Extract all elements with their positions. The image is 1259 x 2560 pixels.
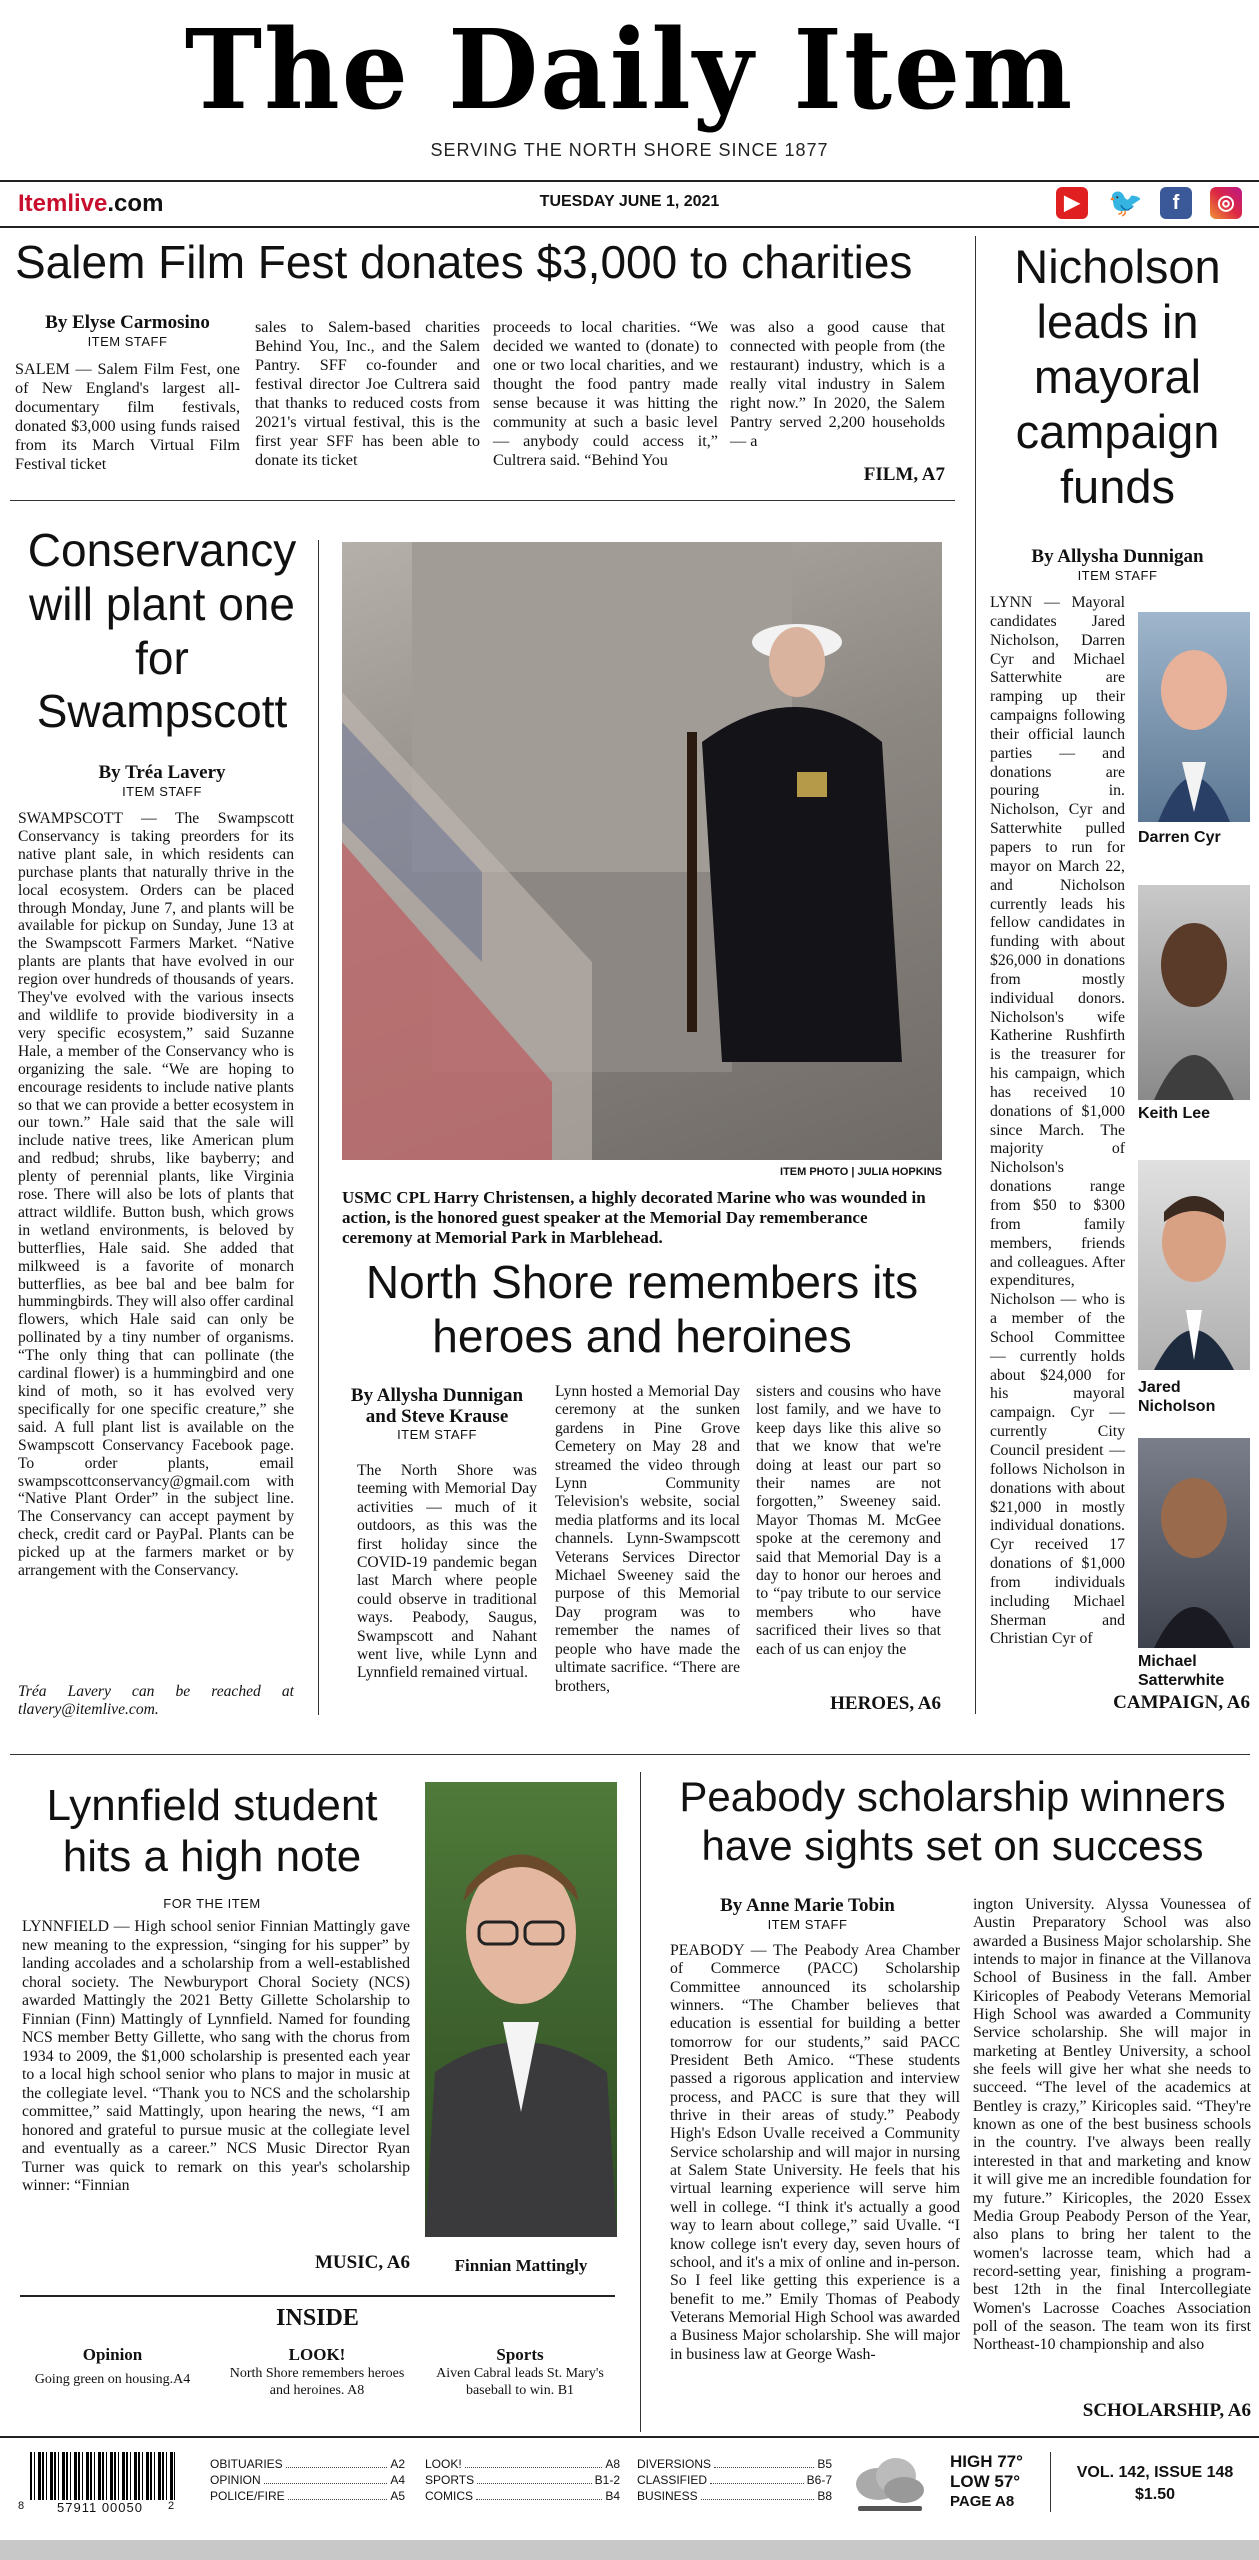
- weather-block: [950, 2452, 1040, 2512]
- peabody-col1: PEABODY — The Peabody Area Chamber of Commerce (PACC) Scholarship Committee announced its scholarship winners. “The Chamber believes that education is essential for building a better tomorrow for our students,” said PACC President Beth Amico. “These students passed a rigorous application and interview process, and PACC is sure that they will thrive in their areas of study.” Peabody High's Edson Uvalle received a Community Service scholarship and will major in nursing at Salem State University. He feels that his virtual learning experience will serve him well in college. “I think it's actually a good way to learn about college,” said Uvalle. “I know college isn't every day, seven hours of school, and it's a mix of online and in-person. So I feel like getting this experience is a benefit to me.” Emily Thomas of Peabody Veterans Memorial High School was awarded a Business Major scholarship. She will major in business law at George Wash-: [670, 1942, 960, 2363]
- index-leader: [701, 2488, 815, 2500]
- inside-item-opinion[interactable]: Opinion Going green on housing.A4: [34, 2345, 191, 2387]
- index-page: B6-7: [806, 2473, 832, 2487]
- index-leader: [710, 2472, 804, 2484]
- michael-satterwhite-label: Michael Satterwhite: [1138, 1653, 1225, 1689]
- conservancy-byline-block: [12, 762, 312, 799]
- salem-headline[interactable]: Salem Film Fest donates $3,000 to charities: [15, 236, 913, 288]
- barcode-right: 2: [168, 2500, 175, 2512]
- conservancy-headline[interactable]: Conservancy will plant one for Swampscott: [27, 524, 297, 738]
- masthead: [0, 0, 1259, 161]
- index-section: COMICS: [425, 2489, 473, 2503]
- jared-nicholson-photo: [1138, 1160, 1250, 1370]
- divider: [20, 2295, 615, 2297]
- salem-byline-block: [15, 312, 240, 349]
- index-page: B1-2: [594, 2473, 620, 2487]
- nicholson-headline[interactable]: Nicholson leads in mayoral campaign funds: [1014, 240, 1221, 513]
- column-rule: [1050, 2452, 1051, 2512]
- index-col-1: [210, 2456, 405, 2504]
- peabody-staff: ITEM STAFF: [767, 1917, 848, 1932]
- index-section: DIVERSIONS: [637, 2457, 712, 2471]
- nicholson-byline: By Allysha Dunnigan: [1031, 546, 1204, 567]
- inside-title: INSIDE: [276, 2305, 359, 2331]
- nicholson-jump[interactable]: CAMPAIGN, A6: [1113, 1692, 1250, 1713]
- salem-byline: By Elyse Carmosino: [45, 312, 210, 333]
- index-entry[interactable]: [637, 2488, 832, 2504]
- lynnfield-staff: FOR THE ITEM: [163, 1896, 261, 1911]
- conservancy-staff: ITEM STAFF: [122, 784, 202, 799]
- index-section: POLICE/FIRE: [210, 2489, 285, 2503]
- salem-staff: ITEM STAFF: [87, 334, 168, 349]
- divider: [10, 500, 955, 501]
- heroes-col2: Lynn hosted a Memorial Day ceremony at the sunken gardens in Pine Grove Cemetery on May 28 and streamed the video through Lynn Community Television's website, social media platforms and its local channels. Lynn-Swampscott Veterans Services Director Michael Sweeney said the purpose of this Memorial Day program was to remember the names of people who have made the ultimate sacrifice. “There are brothers,: [555, 1383, 740, 1695]
- darren-cyr-photo: [1138, 612, 1250, 822]
- divider: [0, 180, 1259, 182]
- keith-lee-label: Keith Lee: [1138, 1105, 1211, 1122]
- salem-col2: sales to Salem-based charities Behind You, Inc., and the Salem Pantry. SFF co-founder and festival director Joe Cultrera said that thanks to reduced costs from 2021's virtual festival, this is the first year SFF has been able to donate its ticket: [255, 318, 480, 469]
- divider: [10, 1754, 1250, 1755]
- barcode-left: 8: [18, 2500, 25, 2512]
- index-entry[interactable]: [210, 2456, 405, 2472]
- newspaper-name: The Daily Item: [184, 4, 1075, 135]
- darren-cyr-label: Darren Cyr: [1138, 829, 1221, 846]
- index-page: A4: [390, 2473, 405, 2487]
- inside-item-look[interactable]: LOOK! North Shore remembers heroes and heroines. A8: [229, 2345, 405, 2398]
- index-section: OPINION: [210, 2473, 261, 2487]
- index-entry[interactable]: [637, 2456, 832, 2472]
- masthead-tagline: SERVING THE NORTH SHORE SINCE 1877: [430, 140, 829, 160]
- price: $1.50: [1134, 2486, 1176, 2503]
- instagram-icon[interactable]: ◎: [1210, 187, 1242, 219]
- index-section: BUSINESS: [637, 2489, 698, 2503]
- conservancy-text: SWAMPSCOTT — The Swampscott Conservancy is taking preorders for its native plant sale, in which residents can purchase plants that naturally thrive in the local ecosystem. Orders can be placed through Monday, June 7, and plants will be available for pickup on Sunday, June 13 at the Swampscott Farmers Market. “Native plants are plants that have evolved in our region over hundreds of thousands of years. They've evolved with the various insects and wildlife to provide biodiversity in a very specific ecosystem,” said Suzanne Hale, a member of the Conservancy who is organizing the sale. “We are hoping to encourage residents to include native plants so that we can provide a better ecosystem in our town.” Hale said that the sale will include native trees, like American plum and redbud; shrubs, like bayberry; and plenty of perennial plants, like Virginia rose. There will also be lots of plants that attract wildlife. Button bush, which grows in wetland environments, is beloved by butterflies, Hale said. She added that milkweed is a favorite of monarch butterflies, as bee bal and bee balm for hummingbirds. They will also offer cardinal flowers, which Hale said can only be pollinated by a tiny number of organisms. “The only thing that can pollinate (the cardinal flower) is a hummingbird and one kind of moth, so it has evolved very specifically for one specific creature,” she said. A full plant list is available on the Swampscott Conservancy Facebook page. To order plants, email swampscottconservancy@gmail.com with “Native Plant Order” in the subject line. The Conservancy can accept payment by check, credit card or PayPal. Plants can be picked up at the farmers market or by arrangement with the Conservancy.: [18, 810, 294, 1580]
- heroes-headline[interactable]: North Shore remembers its heroes and heroines: [365, 1256, 919, 1362]
- index-section: LOOK!: [425, 2457, 462, 2471]
- finnian-photo-label: Finnian Mattingly: [454, 2256, 588, 2275]
- salem-col1: SALEM — Salem Film Fest, one of New England's largest all-documentary film festivals, donated $3,000 using funds raised from its March Virtual Film Festival ticket: [15, 360, 240, 473]
- twitter-icon[interactable]: 🐦: [1108, 187, 1143, 218]
- weather-cloud-icon: [848, 2450, 930, 2520]
- salem-col3: proceeds to local charities. “We decided we wanted to (donate) to one or two local charities, and we thought the food pantry made sense because it was hitting the community at such a basic level — anybody could access it,” Cultrera said. “Behind You: [493, 318, 718, 469]
- weather-low: LOW 57°: [950, 2472, 1021, 2491]
- divider: [0, 2436, 1259, 2438]
- column-rule: [975, 236, 976, 1714]
- index-section: SPORTS: [425, 2473, 475, 2487]
- michael-satterwhite-photo: [1138, 1438, 1250, 1648]
- index-page: B4: [605, 2489, 620, 2503]
- index-leader: [286, 2456, 388, 2468]
- heroes-col1: The North Shore was teeming with Memorial Day activities — much of it outdoors, as this was the first holiday since the COVID-19 pandemic began last March where people could observe in traditional ways. Peabody, Saugus, Swampscott and Nahant went live, while Lynn and Lynnfield remained virtual.: [357, 1462, 537, 1682]
- index-entry[interactable]: [425, 2472, 620, 2488]
- index-page: A8: [605, 2457, 620, 2471]
- index-entry[interactable]: [425, 2488, 620, 2504]
- itemlive-logo[interactable]: Itemlive.com: [18, 190, 164, 217]
- volume-issue: VOL. 142, ISSUE 148: [1076, 2464, 1234, 2481]
- volume-block: [1060, 2462, 1250, 2506]
- lynnfield-jump[interactable]: MUSIC, A6: [314, 2252, 410, 2273]
- index-leader: [477, 2472, 592, 2484]
- salem-col4: was also a good cause that connected with people from (the restaurant) industry, which is a really vital industry in Salem right now.” In 2020, the Salem Pantry served 2,200 households — a: [730, 318, 945, 450]
- nicholson-text: LYNN — Mayoral candidates Jared Nicholson, Darren Cyr and Michael Satterwhite are ramping up their campaigns following their official launch parties — and donations are pouring in. Nicholson, Cyr and Satterwhite pulled papers to run for mayor on March 22, and Nicholson currently leads his fellow candidates in funding with about $26,000 in donations from mostly individual donors. Nicholson's wife Katherine Rushfirth is the treasurer for his campaign, which has received 10 donations of $1,000 since March. The majority of Nicholson's donations range from $50 to $300 from family members, friends and colleagues. After expenditures, Nicholson — who is a member of the School Committee — currently holds about $24,000 for his mayoral campaign. Cyr — currently City Council president — follows Nicholson in donations with about $21,000 in mostly individual donations. Cyr received 17 donations of $1,000 from individuals including Michael Sherman and Christian Cyr of: [990, 594, 1125, 1648]
- conservancy-byline: By Tréa Lavery: [98, 762, 226, 783]
- index-section: CLASSIFIED: [637, 2473, 708, 2487]
- conservancy-signoff: Tréa Lavery can be reached at tlavery@itemlive.com.: [18, 1683, 294, 1718]
- inside-item-sports[interactable]: Sports Aiven Cabral leads St. Mary's baseball to win. B1: [436, 2345, 604, 2398]
- peabody-jump[interactable]: SCHOLARSHIP, A6: [1082, 2400, 1251, 2421]
- weather-high: HIGH 77°: [950, 2452, 1023, 2471]
- index-page: B5: [817, 2457, 832, 2471]
- index-entry[interactable]: [637, 2472, 832, 2488]
- nicholson-byline-block: [985, 546, 1250, 583]
- salem-jump[interactable]: FILM, A7: [863, 464, 945, 485]
- weather-page[interactable]: PAGE A8: [950, 2493, 1015, 2510]
- marine-caption: USMC CPL Harry Christensen, a highly decorated Marine who was wounded in action, is the honored guest speaker at the Memorial Day rememberance ceremony at Memorial Park in Marblehead.: [342, 1188, 926, 1247]
- index-leader: [288, 2488, 388, 2500]
- keith-lee-photo: [1138, 885, 1250, 1100]
- heroes-byline: By Allysha Dunnigan and Steve Krause: [350, 1385, 524, 1427]
- column-rule: [640, 1772, 641, 2432]
- facebook-icon[interactable]: f: [1160, 187, 1192, 219]
- finnian-mattingly-photo: [425, 1782, 617, 2237]
- heroes-jump[interactable]: HEROES, A6: [830, 1693, 941, 1714]
- index-col-3: [637, 2456, 832, 2504]
- index-leader: [465, 2456, 603, 2468]
- index-leader: [264, 2472, 388, 2484]
- index-leader: [714, 2456, 814, 2468]
- marine-photo-credit: ITEM PHOTO | JULIA HOPKINS: [780, 1166, 942, 1178]
- divider: [0, 226, 1259, 228]
- index-entry[interactable]: [210, 2472, 405, 2488]
- heroes-staff: ITEM STAFF: [397, 1427, 477, 1442]
- index-leader: [476, 2488, 602, 2500]
- lynnfield-headline[interactable]: Lynnfield student hits a high note: [46, 1781, 378, 1882]
- heroes-byline-block: [342, 1385, 532, 1442]
- lynnfield-text: LYNNFIELD — High school senior Finnian Mattingly gave new meaning to the expression, “singing for his supper” by landing accolades and a scholarship from a well-established choral society. The Newburyport Choral Society (NCS) awarded Mattingly the 2021 Betty Gillette Scholarship to Finnian (Finn) Mattingly of Lynnfield. Named for founding NCS member Betty Gillette, who sang with the chorus from 1934 to 2009, the $1,000 scholarship is presented each year to a local high school senior who plans to major in music at the collegiate level. “Thank you to NCS and the scholarship committee,” said Mattingly, upon hearing the news, “I am honored and grateful to pursue music at the collegiate level and eventually as a career.” NCS Music Director Ryan Turner was quick to remark on this year's scholarship winner: “Finnian: [22, 1918, 410, 2194]
- youtube-icon[interactable]: ▶: [1056, 187, 1088, 219]
- issue-date: TUESDAY JUNE 1, 2021: [539, 193, 720, 210]
- marine-photo: [342, 542, 942, 1160]
- index-entry[interactable]: [425, 2456, 620, 2472]
- index-page: A5: [390, 2489, 405, 2503]
- nicholson-staff: ITEM STAFF: [1077, 568, 1158, 583]
- index-entry[interactable]: [210, 2488, 405, 2504]
- index-col-2: [425, 2456, 620, 2504]
- jared-nicholson-label: Jared Nicholson: [1138, 1379, 1216, 1415]
- heroes-col3: sisters and cousins who have lost family, and we have to keep days like this alive so that we know that we're doing at least our part so their names are not forgotten,” Sweeney said. Mayor Thomas M. McGee spoke at the ceremony and said that Memorial Day is a day to honor our heroes and to “pay tribute to our service members who have sacrificed their lives so that each of us can enjoy the: [756, 1383, 941, 1658]
- peabody-headline[interactable]: Peabody scholarship winners have sights set on success: [679, 1773, 1226, 1870]
- barcode-icon: [30, 2452, 175, 2500]
- index-page: B8: [817, 2489, 832, 2503]
- peabody-byline: By Anne Marie Tobin: [720, 1895, 895, 1916]
- barcode-number: 57911 00050: [57, 2500, 143, 2515]
- peabody-byline-block: [660, 1895, 955, 1932]
- peabody-col2: ington University. Alyssa Vounessea of Austin Preparatory School was also awarded a Business Major scholarship. She intends to major in finance at the Villanova School of Business in the fall. Amber Kiricoples of Peabody Veterans Memorial High School was awarded a Community Service scholarship. She will major in marketing at Bentley University, a school she feels will give her what she needs to succeed. “The level of the academics at Bentley is crazy,” Kiricoples said. “They're known as one of the best business schools in the country. I've always been really interested in that and marketing and know it will give me an incredible foundation for my future.” Kiricoples, the 2020 Essex Media Group Peabody Person of the Year, also plans to bring her talent to the women's lacrosse team, which had a record-setting year, finishing a program-best 12th in the final Intercollegiate Women's Lacrosse Coaches Association poll of the season. The team won its first Northeast-10 championship and also: [973, 1896, 1251, 2354]
- column-rule: [318, 540, 319, 1715]
- index-section: OBITUARIES: [210, 2457, 283, 2471]
- index-page: A2: [390, 2457, 405, 2471]
- bottom-edge: [0, 2540, 1259, 2560]
